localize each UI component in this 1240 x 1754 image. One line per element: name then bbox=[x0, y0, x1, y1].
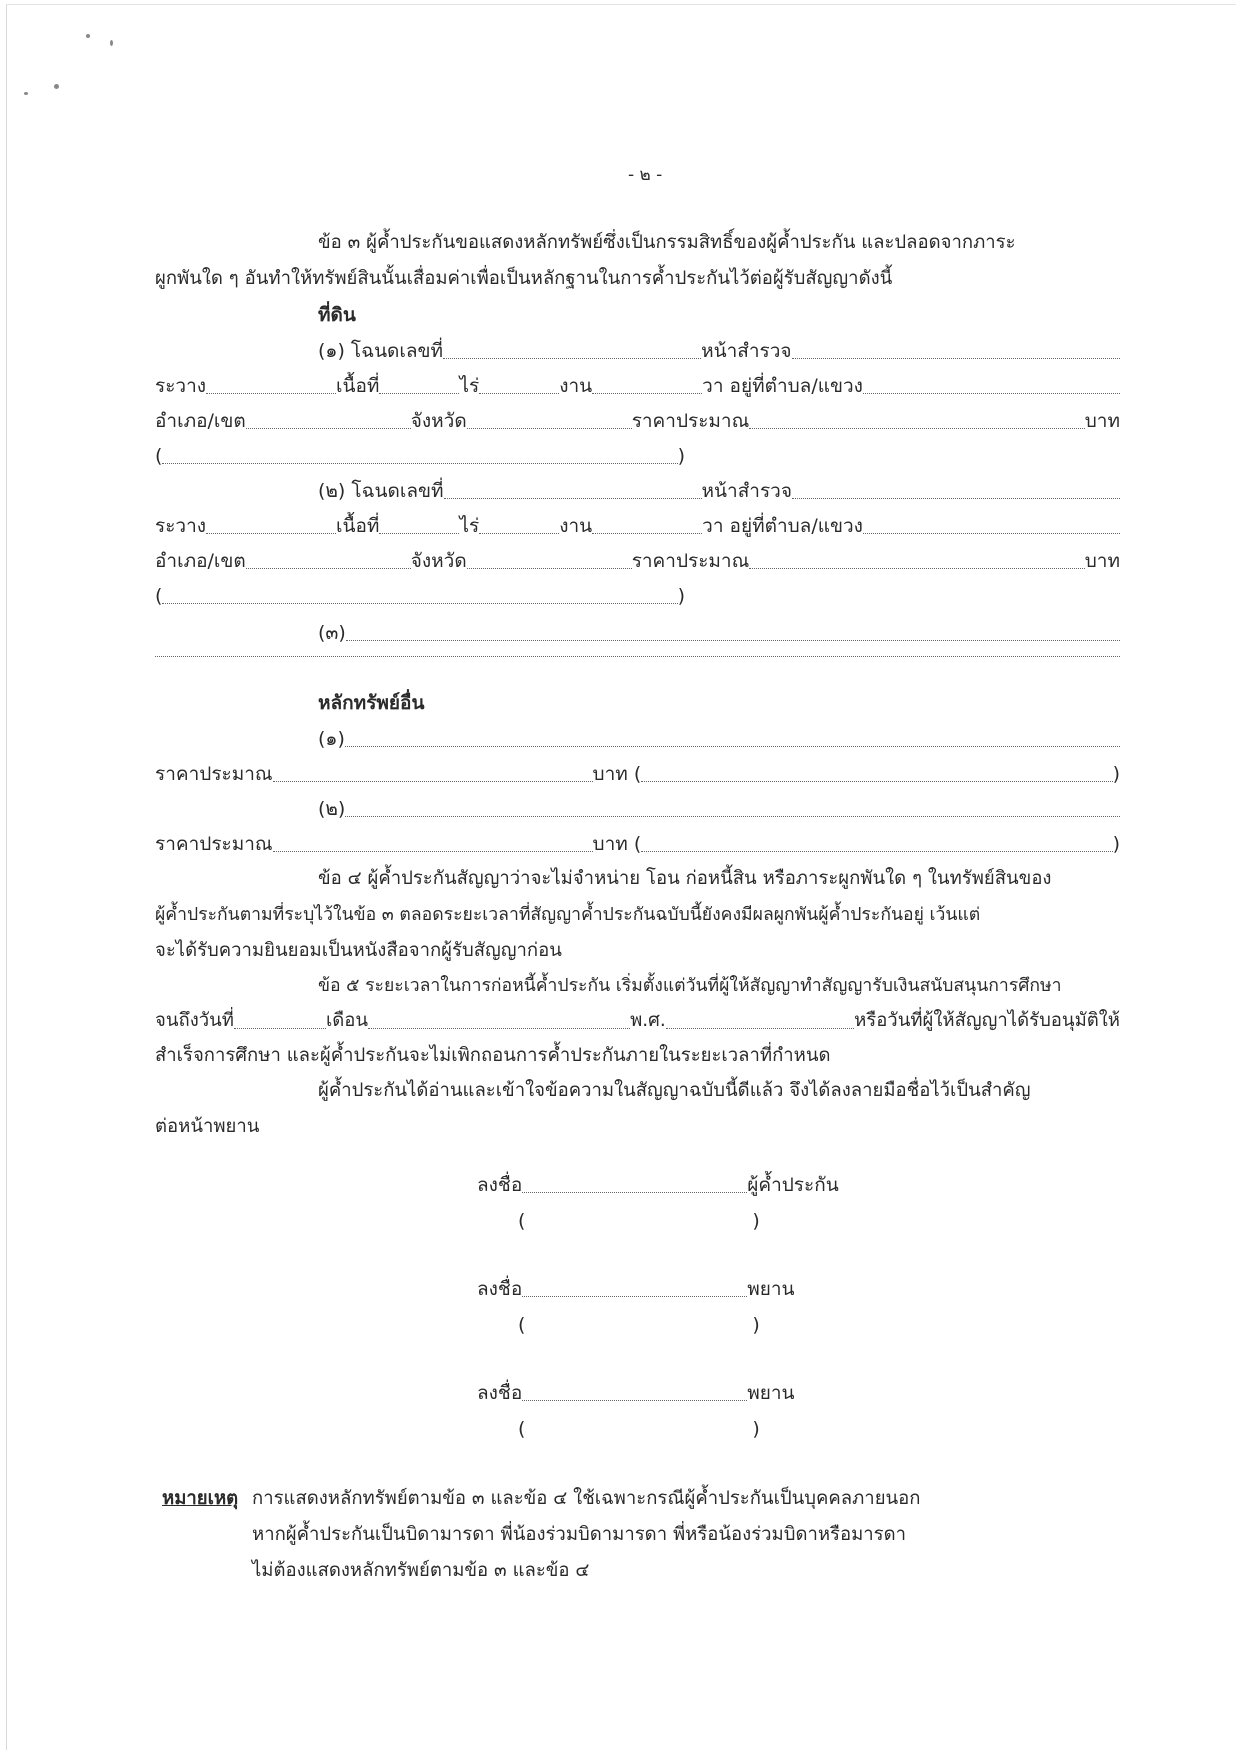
close-paren: ) bbox=[752, 1210, 760, 1232]
land-item-2-area bbox=[155, 513, 1120, 539]
baht-label: บาท bbox=[1084, 550, 1120, 572]
land-heading: ที่ดิน bbox=[318, 304, 356, 326]
signature-field[interactable] bbox=[522, 1191, 747, 1193]
clause5-line3: สำเร็จการศึกษา และผู้ค้ำประกันจะไม่เพิกถอนการค้ำประกันภายในระยะเวลาที่กำหนด bbox=[155, 1045, 831, 1066]
land-item-2-deed bbox=[318, 478, 1120, 504]
clause3-line1: ข้อ ๓ ผู้ค้ำประกันขอแสดงหลักทรัพย์ซึ่งเป็นกรรมสิทธิ์ของผู้ค้ำประกัน และปลอดจากภาระ bbox=[318, 232, 1016, 253]
month-label: เดือน bbox=[325, 1010, 369, 1031]
item3-label: (๓) bbox=[318, 622, 346, 644]
clause3-line2: ผูกพันใด ๆ อันทำให้ทรัพย์สินนั้นเสื่อมค่าเพื่อเป็นหลักฐานในการค้ำประกันไว้ต่อผู้รับสัญญาดังนี้ bbox=[155, 268, 893, 289]
other-asset-2-field[interactable] bbox=[345, 815, 1120, 817]
wa-field[interactable] bbox=[592, 392, 702, 394]
note-line1: การแสดงหลักทรัพย์ตามข้อ ๓ และข้อ ๔ ใช้เฉพาะกรณีผู้ค้ำประกันเป็นบุคคลภายนอก bbox=[252, 1488, 921, 1509]
until-date-label: จนถึงวันที่ bbox=[155, 1010, 234, 1031]
land-item-1-location bbox=[155, 408, 1120, 434]
item3-field[interactable] bbox=[346, 639, 1120, 641]
land-item-2-price-words bbox=[155, 583, 685, 609]
open-paren: ( bbox=[518, 1314, 526, 1336]
subdistrict-field[interactable] bbox=[863, 532, 1120, 534]
year-label: พ.ศ. bbox=[630, 1010, 666, 1031]
approx-price-label: ราคาประมาณ bbox=[155, 833, 273, 855]
clause5-date-row bbox=[155, 1008, 1120, 1034]
province-label: จังหวัด bbox=[410, 550, 467, 572]
signature-field[interactable] bbox=[522, 1295, 747, 1297]
close-paren: ) bbox=[677, 585, 685, 607]
baht-paren-label: บาท ( bbox=[592, 833, 642, 855]
signature-field[interactable] bbox=[522, 1399, 747, 1401]
close-paren: ) bbox=[752, 1314, 760, 1336]
land-item-1-deed bbox=[318, 338, 1120, 364]
baht-paren-label: บาท ( bbox=[592, 763, 642, 785]
price-words-field[interactable] bbox=[641, 850, 1112, 852]
rai-field[interactable] bbox=[379, 532, 459, 534]
approx-price-label: ราคาประมาณ bbox=[155, 763, 273, 785]
rai-field[interactable] bbox=[379, 392, 459, 394]
year-field[interactable] bbox=[666, 1027, 854, 1029]
signature-witness-2-name bbox=[518, 1416, 760, 1442]
other-asset-2-label: (๒) bbox=[318, 798, 346, 820]
land-item-2-location bbox=[155, 548, 1120, 574]
scan-speck bbox=[24, 92, 28, 95]
land-item-3-cont bbox=[155, 655, 1120, 662]
district-field[interactable] bbox=[246, 427, 411, 429]
scan-speck bbox=[110, 40, 113, 46]
signature-guarantor bbox=[477, 1172, 839, 1198]
page-top-edge bbox=[6, 4, 1236, 5]
baht-label: บาท bbox=[1084, 410, 1120, 432]
signature-witness-1-name bbox=[518, 1312, 760, 1338]
price-field[interactable] bbox=[273, 850, 593, 852]
role-label: ผู้ค้ำประกัน bbox=[747, 1174, 839, 1196]
closing-line2: ต่อหน้าพยาน bbox=[155, 1116, 260, 1137]
scan-speck bbox=[54, 84, 59, 89]
survey-page-field[interactable] bbox=[792, 357, 1120, 359]
other-asset-2 bbox=[318, 796, 1120, 822]
wa-field[interactable] bbox=[592, 532, 702, 534]
note-line2: หากผู้ค้ำประกันเป็นบิดามารดา พี่น้องร่วมบิดามารดา พี่หรือน้องร่วมบิดาหรือมารดา bbox=[252, 1524, 907, 1545]
close-paren: ) bbox=[752, 1418, 760, 1440]
other-assets-heading: หลักทรัพย์อื่น bbox=[318, 692, 425, 714]
province-field[interactable] bbox=[467, 567, 632, 569]
note-label: หมายเหตุ bbox=[162, 1488, 239, 1509]
close-paren: ) bbox=[1112, 833, 1120, 855]
deed-label: (๑) โฉนดเลขที่ bbox=[318, 340, 444, 362]
other-asset-1-price bbox=[155, 761, 1120, 787]
rai-label: ไร่ bbox=[459, 515, 480, 537]
day-field[interactable] bbox=[234, 1027, 326, 1029]
price-field[interactable] bbox=[749, 567, 1085, 569]
approx-price-label: ราคาประมาณ bbox=[631, 410, 750, 432]
open-paren: ( bbox=[155, 445, 163, 467]
month-field[interactable] bbox=[368, 1027, 630, 1029]
price-words-field[interactable] bbox=[641, 780, 1112, 782]
area-label: เนื้อที่ bbox=[336, 515, 380, 537]
rai-label: ไร่ bbox=[459, 375, 480, 397]
signature-witness-2 bbox=[477, 1380, 795, 1406]
price-words-field[interactable] bbox=[162, 602, 677, 604]
wa-location-label: วา อยู่ที่ตำบล/แขวง bbox=[702, 515, 863, 537]
signature-guarantor-name bbox=[518, 1208, 760, 1234]
subdistrict-field[interactable] bbox=[863, 392, 1120, 394]
close-paren: ) bbox=[677, 445, 685, 467]
note-line3: ไม่ต้องแสดงหลักทรัพย์ตามข้อ ๓ และข้อ ๔ bbox=[252, 1560, 590, 1581]
clause4-line3: จะได้รับความยินยอมเป็นหนังสือจากผู้รับสัญญาก่อน bbox=[155, 940, 562, 961]
wa-location-label: วา อยู่ที่ตำบล/แขวง bbox=[702, 375, 863, 397]
open-paren: ( bbox=[155, 585, 163, 607]
open-paren: ( bbox=[518, 1210, 526, 1232]
sign-label: ลงชื่อ bbox=[477, 1278, 523, 1300]
survey-page-field[interactable] bbox=[792, 497, 1120, 499]
deed-label: (๒) โฉนดเลขที่ bbox=[318, 480, 444, 502]
open-paren: ( bbox=[518, 1418, 526, 1440]
sign-label: ลงชื่อ bbox=[477, 1382, 523, 1404]
price-words-field[interactable] bbox=[162, 462, 677, 464]
other-asset-2-price bbox=[155, 831, 1120, 857]
clause5-line1: ข้อ ๕ ระยะเวลาในการก่อหนี้ค้ำประกัน เริ่มตั้งแต่วันที่ผู้ให้สัญญาทำสัญญารับเงินสนับสนุนการศึกษา bbox=[318, 976, 1062, 996]
page-number: - ๒ - bbox=[628, 165, 663, 185]
rawang-field[interactable] bbox=[206, 392, 336, 394]
other-asset-1-label: (๑) bbox=[318, 728, 345, 750]
price-field[interactable] bbox=[273, 780, 593, 782]
ngan-field[interactable] bbox=[479, 532, 559, 534]
page-edge bbox=[6, 4, 7, 1750]
survey-page-label: หน้าสำรวจ bbox=[701, 340, 792, 362]
role-label: พยาน bbox=[747, 1278, 795, 1300]
ngan-label: งาน bbox=[559, 375, 593, 397]
survey-page-label: หน้าสำรวจ bbox=[701, 480, 792, 502]
or-date-label: หรือวันที่ผู้ให้สัญญาได้รับอนุมัติให้ bbox=[854, 1010, 1120, 1031]
area-label: เนื้อที่ bbox=[336, 375, 380, 397]
sign-label: ลงชื่อ bbox=[477, 1174, 523, 1196]
closing-line1: ผู้ค้ำประกันได้อ่านและเข้าใจข้อความในสัญญาฉบับนี้ดีแล้ว จึงได้ลงลายมือชื่อไว้เป็นสำคัญ bbox=[318, 1080, 1031, 1101]
item3-continuation-field[interactable] bbox=[155, 655, 1120, 657]
land-item-3 bbox=[318, 620, 1120, 646]
role-label: พยาน bbox=[747, 1382, 795, 1404]
deed-number-field[interactable] bbox=[444, 497, 702, 499]
deed-number-field[interactable] bbox=[443, 357, 701, 359]
ngan-field[interactable] bbox=[479, 392, 559, 394]
clause4-line2: ผู้ค้ำประกันตามที่ระบุไว้ในข้อ ๓ ตลอดระยะเวลาที่สัญญาค้ำประกันฉบับนี้ยังคงมีผลผูกพันผู้ค้ำประกันอยู่ เว้นแต่ bbox=[155, 905, 981, 925]
close-paren: ) bbox=[1112, 763, 1120, 785]
province-label: จังหวัด bbox=[410, 410, 467, 432]
rawang-label: ระวาง bbox=[155, 375, 207, 397]
approx-price-label: ราคาประมาณ bbox=[631, 550, 750, 572]
land-item-1-price-words bbox=[155, 443, 685, 469]
rawang-label: ระวาง bbox=[155, 515, 207, 537]
ngan-label: งาน bbox=[559, 515, 593, 537]
other-asset-1 bbox=[318, 726, 1120, 752]
price-field[interactable] bbox=[749, 427, 1085, 429]
district-label: อำเภอ/เขต bbox=[155, 410, 246, 432]
scan-speck bbox=[86, 34, 90, 38]
rawang-field[interactable] bbox=[206, 532, 336, 534]
district-field[interactable] bbox=[246, 567, 411, 569]
clause4-line1: ข้อ ๔ ผู้ค้ำประกันสัญญาว่าจะไม่จำหน่าย โอน ก่อหนี้สิน หรือภาระผูกพันใด ๆ ในทรัพย์สินของ bbox=[318, 868, 1052, 889]
province-field[interactable] bbox=[467, 427, 632, 429]
signature-witness-1 bbox=[477, 1276, 795, 1302]
land-item-1-area bbox=[155, 373, 1120, 399]
other-asset-1-field[interactable] bbox=[345, 745, 1120, 747]
district-label: อำเภอ/เขต bbox=[155, 550, 246, 572]
